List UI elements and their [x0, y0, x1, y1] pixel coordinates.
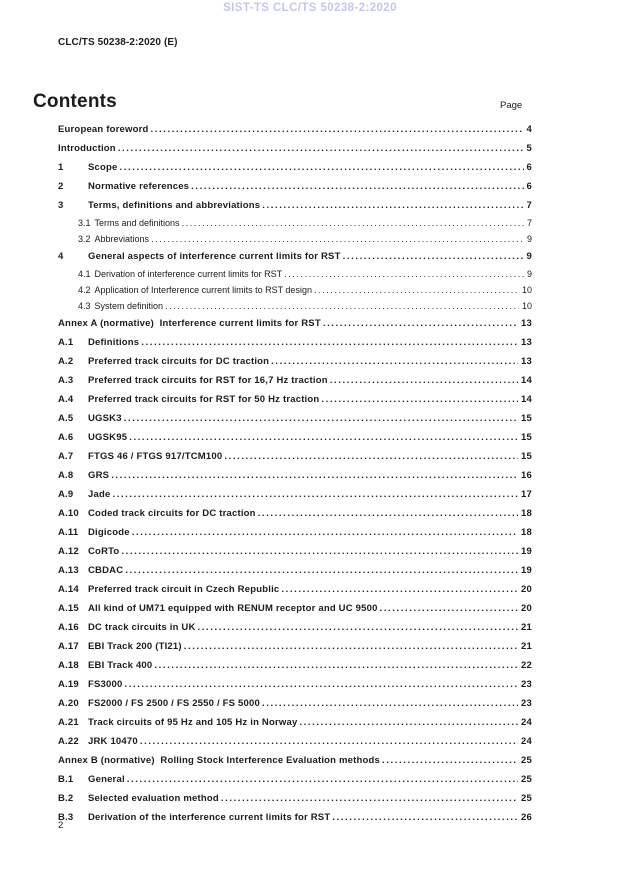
- toc-entry[interactable]: [58, 215, 532, 231]
- toc-entry-title: Definitions: [88, 337, 140, 348]
- toc-leader-dots: [382, 751, 518, 770]
- toc-entry-title: Track circuits of 95 Hz and 105 Hz in Norway: [88, 717, 298, 728]
- toc-entry-title: Coded track circuits for DC traction: [88, 508, 256, 519]
- toc-entry-number: A.18: [58, 660, 79, 671]
- toc-leader-dots: [343, 247, 524, 266]
- toc-leader-dots: [151, 231, 524, 247]
- toc-leader-dots: [151, 120, 524, 139]
- toc-entry-title: Preferred track circuit in Czech Republic: [88, 584, 280, 595]
- toc-entry-number: A.2: [58, 356, 74, 367]
- toc-entry-page: 15: [521, 413, 532, 424]
- toc-entry-title: Introduction: [58, 143, 116, 154]
- toc-entry-page: 20: [521, 603, 532, 614]
- toc-entry-number: 4.3: [78, 301, 91, 311]
- toc-entry-title: Derivation of the interference current limits for RST: [88, 812, 331, 823]
- toc-leader-dots: [332, 808, 518, 827]
- toc-entry[interactable]: [58, 580, 532, 599]
- toc-entry-title: European foreword: [58, 124, 149, 135]
- toc-entry-number: A.19: [58, 679, 79, 690]
- toc-entry-page: 10: [521, 285, 532, 295]
- toc-entry[interactable]: [58, 333, 532, 352]
- toc-entry-title: UGSK3: [88, 413, 122, 424]
- contents-heading: Contents: [33, 91, 117, 112]
- toc-leader-dots: [323, 314, 518, 333]
- toc-entry-number: A.9: [58, 489, 74, 500]
- toc-entry-page: 9: [526, 234, 532, 244]
- toc-leader-dots: [284, 266, 524, 282]
- toc-entry-page: 21: [521, 622, 532, 633]
- toc-entry-title: FS2000 / FS 2500 / FS 2550 / FS 5000: [88, 698, 260, 709]
- toc-entry-number: A.21: [58, 717, 79, 728]
- toc-leader-dots: [127, 770, 518, 789]
- toc-entry-title: JRK 10470: [88, 736, 138, 747]
- toc-entry-title: Scope: [88, 162, 118, 173]
- toc-entry-number: 2: [58, 181, 64, 192]
- toc-entry-page: 6: [526, 162, 532, 173]
- toc-entry-page: 14: [521, 394, 532, 405]
- toc-entry-number: A.1: [58, 337, 74, 348]
- toc-leader-dots: [132, 523, 518, 542]
- toc-entry-number: A.8: [58, 470, 74, 481]
- toc-leader-dots: [129, 428, 518, 447]
- toc-entry-number: A.20: [58, 698, 79, 709]
- toc-leader-dots: [120, 158, 524, 177]
- toc-entry-page: 19: [521, 565, 532, 576]
- toc-entry-title: Digicode: [88, 527, 130, 538]
- toc-entry[interactable]: [58, 485, 532, 504]
- toc-leader-dots: [380, 599, 518, 618]
- toc-entry-page: 7: [526, 218, 532, 228]
- toc-entry-title: General aspects of interference current limits for RST: [88, 251, 341, 262]
- toc-entry-number: B.1: [58, 774, 74, 785]
- document-reference: CLC/TS 50238-2:2020 (E): [58, 37, 178, 48]
- toc-entry[interactable]: [58, 637, 532, 656]
- toc-entry[interactable]: [58, 656, 532, 675]
- toc-entry[interactable]: [58, 177, 532, 196]
- toc-entry-number: A.7: [58, 451, 74, 462]
- toc-entry-title: Annex A (normative) Interference current limits for RST: [58, 318, 321, 329]
- toc-entry-page: 21: [521, 641, 532, 652]
- toc-entry-page: 17: [521, 489, 532, 500]
- toc-entry[interactable]: [58, 266, 532, 282]
- toc-entry-title: Application of Interference current limits to RST design: [94, 285, 312, 295]
- toc-entry-page: 19: [521, 546, 532, 557]
- toc-entry-title: Preferred track circuits for RST for 16,7 Hz traction: [88, 375, 328, 386]
- toc-leader-dots: [314, 282, 519, 298]
- toc-entry-number: A.16: [58, 622, 79, 633]
- toc-entry-page: 9: [526, 269, 532, 279]
- toc-leader-dots: [258, 504, 518, 523]
- toc-entry-title: Terms and definitions: [94, 218, 180, 228]
- toc-entry[interactable]: [58, 371, 532, 390]
- toc-entry-number: A.12: [58, 546, 79, 557]
- toc-entry-page: 25: [521, 793, 532, 804]
- toc-leader-dots: [125, 561, 518, 580]
- toc-entry-page: 18: [521, 508, 532, 519]
- toc-entry[interactable]: [58, 618, 532, 637]
- toc-entry-page: 4: [526, 124, 532, 135]
- toc-entry-title: CBDAC: [88, 565, 124, 576]
- toc-entry-title: Preferred track circuits for DC traction: [88, 356, 270, 367]
- toc-entry-title: EBI Track 200 (TI21): [88, 641, 182, 652]
- toc-entry[interactable]: [58, 466, 532, 485]
- toc-entry-number: A.13: [58, 565, 79, 576]
- toc-entry-title: Terms, definitions and abbreviations: [88, 200, 261, 211]
- toc-entry-number: A.5: [58, 413, 74, 424]
- toc-entry[interactable]: [58, 352, 532, 371]
- toc-entry[interactable]: [58, 428, 532, 447]
- toc-leader-dots: [321, 390, 518, 409]
- toc-entry-page: 25: [521, 774, 532, 785]
- toc-entry[interactable]: [58, 713, 532, 732]
- toc-entry-number: 4.2: [78, 285, 91, 295]
- toc-entry[interactable]: [58, 542, 532, 561]
- toc-entry-page: 5: [526, 143, 532, 154]
- toc-entry-title: GRS: [88, 470, 110, 481]
- toc-entry-page: 13: [521, 318, 532, 329]
- toc-entry-title: FS3000: [88, 679, 123, 690]
- toc-leader-dots: [262, 196, 523, 215]
- toc-entry-page: 23: [521, 679, 532, 690]
- toc-leader-dots: [165, 298, 519, 314]
- toc-entry-number: A.14: [58, 584, 79, 595]
- toc-leader-dots: [330, 371, 518, 390]
- toc-entry-number: A.15: [58, 603, 79, 614]
- toc-leader-dots: [124, 409, 518, 428]
- toc-leader-dots: [111, 466, 518, 485]
- toc-entry[interactable]: [58, 732, 532, 751]
- toc-entry-page: 23: [521, 698, 532, 709]
- toc-leader-dots: [112, 485, 518, 504]
- toc-entry-page: 20: [521, 584, 532, 595]
- toc-entry[interactable]: [58, 390, 532, 409]
- toc-entry-page: 10: [521, 301, 532, 311]
- toc-leader-dots: [184, 637, 518, 656]
- toc-entry[interactable]: [58, 523, 532, 542]
- toc-entry-page: 9: [526, 251, 532, 262]
- toc-entry[interactable]: [58, 196, 532, 215]
- toc-entry-page: 24: [521, 736, 532, 747]
- toc-leader-dots: [299, 713, 518, 732]
- toc-entry-number: A.17: [58, 641, 79, 652]
- toc-leader-dots: [198, 618, 518, 637]
- toc-entry-title: CoRTo: [88, 546, 120, 557]
- toc-entry-number: 4: [58, 251, 64, 262]
- toc-entry-title: UGSK95: [88, 432, 128, 443]
- toc-entry-title: Annex B (normative) Rolling Stock Interference Evaluation methods: [58, 755, 381, 766]
- toc-entry-title: EBI Track 400: [88, 660, 153, 671]
- toc-entry[interactable]: [58, 789, 532, 808]
- toc-leader-dots: [191, 177, 523, 196]
- toc-entry-number: B.3: [58, 812, 74, 823]
- toc-entry-page: 13: [521, 337, 532, 348]
- toc-entry-page: 6: [526, 181, 532, 192]
- toc-entry-number: 4.1: [78, 269, 91, 279]
- toc-entry-number: A.11: [58, 527, 79, 538]
- toc-leader-dots: [281, 580, 518, 599]
- toc-entry[interactable]: [58, 231, 532, 247]
- toc-entry[interactable]: [58, 120, 532, 139]
- toc-entry-title: Selected evaluation method: [88, 793, 219, 804]
- toc-entry-number: 1: [58, 162, 64, 173]
- toc-entry[interactable]: [58, 808, 532, 827]
- toc-entry-number: A.10: [58, 508, 79, 519]
- footer-page-number: 2: [58, 820, 64, 831]
- toc-entry-number: A.4: [58, 394, 74, 405]
- toc-entry-page: 25: [521, 755, 532, 766]
- toc-entry-number: A.3: [58, 375, 74, 386]
- toc-entry-title: FTGS 46 / FTGS 917/TCM100: [88, 451, 223, 462]
- toc-entry-page: 24: [521, 717, 532, 728]
- toc-leader-dots: [224, 447, 518, 466]
- toc-leader-dots: [262, 694, 518, 713]
- toc-entry-page: 26: [521, 812, 532, 823]
- toc-entry[interactable]: [58, 298, 532, 314]
- toc-entry[interactable]: [58, 282, 532, 298]
- toc-entry-page: 7: [526, 200, 532, 211]
- toc-entry[interactable]: [58, 247, 532, 266]
- toc-entry-title: Preferred track circuits for RST for 50 Hz traction: [88, 394, 320, 405]
- toc-leader-dots: [182, 215, 524, 231]
- toc-entry-page: 14: [521, 375, 532, 386]
- toc-entry-number: B.2: [58, 793, 74, 804]
- toc-leader-dots: [221, 789, 518, 808]
- toc-entry-title: Jade: [88, 489, 111, 500]
- toc-entry[interactable]: [58, 561, 532, 580]
- toc-entry-title: System definition: [94, 301, 164, 311]
- toc-entry-title: Derivation of interference current limits for RST: [94, 269, 283, 279]
- toc-entry[interactable]: [58, 694, 532, 713]
- toc-entry-number: A.22: [58, 736, 79, 747]
- toc-leader-dots: [141, 333, 518, 352]
- toc-entry-number: 3.1: [78, 218, 91, 228]
- toc-entry[interactable]: [58, 314, 532, 333]
- toc-leader-dots: [118, 139, 524, 158]
- toc-entry-number: 3.2: [78, 234, 91, 244]
- toc-entry[interactable]: [58, 770, 532, 789]
- toc-entry[interactable]: [58, 599, 532, 618]
- toc-entry-page: 18: [521, 527, 532, 538]
- toc-entry[interactable]: [58, 139, 532, 158]
- toc-leader-dots: [271, 352, 518, 371]
- toc-entry-page: 13: [521, 356, 532, 367]
- toc-leader-dots: [121, 542, 518, 561]
- toc-entry[interactable]: [58, 158, 532, 177]
- toc-entry-title: DC track circuits in UK: [88, 622, 196, 633]
- watermark-text: SIST-TS CLC/TS 50238-2:2020: [223, 2, 397, 14]
- toc-entry[interactable]: [58, 675, 532, 694]
- toc-leader-dots: [154, 656, 518, 675]
- toc-list: [58, 120, 532, 827]
- toc-entry-page: 16: [521, 470, 532, 481]
- toc-leader-dots: [140, 732, 518, 751]
- page-column-label: Page: [500, 100, 523, 111]
- toc-entry-title: All kind of UM71 equipped with RENUM receptor and UC 9500: [88, 603, 378, 614]
- toc-entry-page: 15: [521, 451, 532, 462]
- toc-entry-number: A.6: [58, 432, 74, 443]
- toc-entry[interactable]: [58, 447, 532, 466]
- toc-entry[interactable]: [58, 409, 532, 428]
- toc-leader-dots: [124, 675, 518, 694]
- toc-entry-title: General: [88, 774, 125, 785]
- toc-entry-title: Abbreviations: [94, 234, 150, 244]
- toc-entry-title: Normative references: [88, 181, 190, 192]
- toc-entry-number: 3: [58, 200, 64, 211]
- toc-entry[interactable]: [58, 504, 532, 523]
- toc-entry[interactable]: [58, 751, 532, 770]
- toc-entry-page: 22: [521, 660, 532, 671]
- toc-entry-page: 15: [521, 432, 532, 443]
